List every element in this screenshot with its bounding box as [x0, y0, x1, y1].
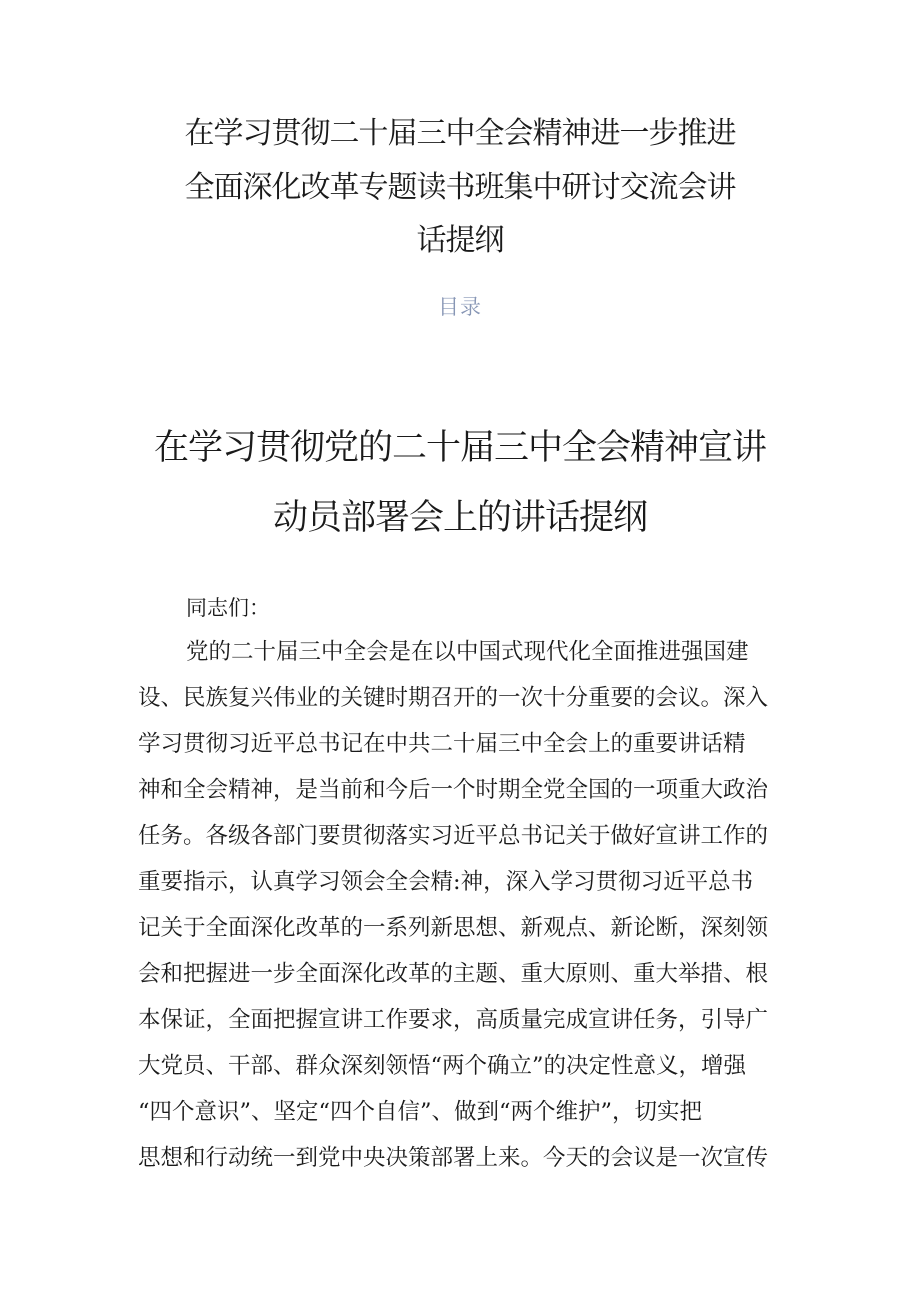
- body-text-line: 思想和行动统一到党中央决策部署上来。今天的会议是一次宣传: [138, 1145, 769, 1171]
- body-text-line: 本保证，全面把握宣讲工作要求，高质量完成宣讲任务，引导广: [138, 1007, 769, 1033]
- table-of-contents-heading[interactable]: 目录: [438, 295, 482, 319]
- salutation: 同志们：: [186, 596, 270, 620]
- section-title-line-1: 在学习贯彻党的二十届三中全会精神宣讲: [153, 428, 766, 468]
- section-title-line-2: 动员部署会上的讲话提纲: [272, 498, 647, 538]
- body-text-line: 会和把握进一步全面深化改革的主题、重大原则、重大举措、根: [138, 961, 769, 987]
- body-text-line: 重要指示，认真学习领会全会精:神，深入学习贯彻习近平总书: [138, 869, 754, 895]
- body-text-line: “四个意识”、坚定“四个自信”、做到“两个维护”，切实把: [138, 1099, 703, 1125]
- body-text-line: 设、民族复兴伟业的关键时期召开的一次十分重要的会议。深入: [138, 685, 769, 711]
- body-text-line: 神和全会精神，是当前和今后一个时期全党全国的一项重大政治: [138, 777, 769, 803]
- body-text-line: 大党员、干部、群众深刻领悟“两个确立”的决定性意义，增强: [138, 1053, 747, 1079]
- document-title-line-2: 全面深化改革专题读书班集中研讨交流会讲: [184, 170, 736, 205]
- document-title-line-3: 话提纲: [416, 223, 504, 258]
- body-text-line: 党的二十届三中全会是在以中国式现代化全面推进强国建: [186, 639, 749, 665]
- body-text-line: 记关于全面深化改革的一系列新思想、新观点、新论断，深刻领: [138, 915, 769, 941]
- body-text-line: 任务。各级各部门要贯彻落实习近平总书记关于做好宣讲工作的: [138, 823, 769, 849]
- document-title-line-1: 在学习贯彻二十届三中全会精神进一步推进: [184, 116, 736, 151]
- body-text-line: 学习贯彻习近平总书记在中共二十届三中全会上的重要讲话精: [138, 731, 746, 757]
